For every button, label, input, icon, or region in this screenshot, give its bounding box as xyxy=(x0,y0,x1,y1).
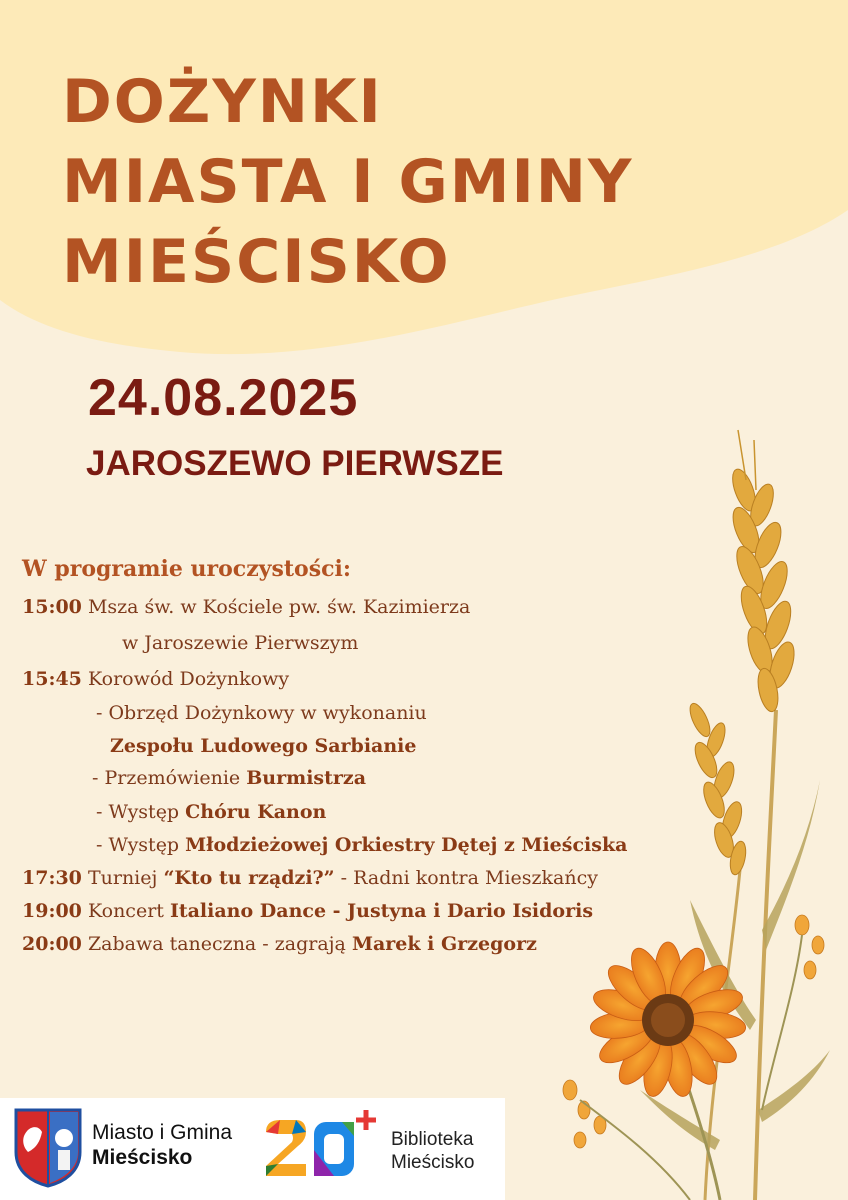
title-line-2: MIASTA I GMINY xyxy=(62,147,634,217)
program-row xyxy=(110,735,416,757)
program-text: Msza św. w Kościele pw. św. Kazimierza xyxy=(81,596,471,618)
program-performer: Zespołu Ludowego Sarbianie xyxy=(110,735,417,757)
program-text: - Przemówienie xyxy=(92,767,247,789)
program-text: - Występ xyxy=(96,834,186,856)
event-place: JAROSZEWO PIERWSZE xyxy=(86,444,504,483)
program-performer: “Kto tu rządzi?” xyxy=(163,867,335,889)
program-row xyxy=(22,668,289,690)
program-row xyxy=(92,767,366,789)
city-logo-line-2: Mieścisko xyxy=(92,1146,193,1169)
program-text: w Jaroszewie Pierwszym xyxy=(122,632,359,654)
city-logo-line-1: Miasto i Gmina xyxy=(92,1121,233,1144)
program-performer: Italiano Dance - Justyna i Dario Isidoris xyxy=(169,900,594,922)
program-performer: Marek i Grzegorz xyxy=(351,933,537,955)
program-performer: Chóru Kanon xyxy=(185,801,327,823)
program-performer: Młodzieżowej Orkiestry Dętej z Mieściska xyxy=(185,834,628,856)
wheat-ear-icon xyxy=(686,701,748,876)
event-date: 24.08.2025 xyxy=(88,369,359,427)
program-row xyxy=(96,801,326,823)
program-time: 17:30 xyxy=(22,867,82,889)
program-text: Zabawa taneczna - zagrają xyxy=(81,933,352,955)
sponsor-logo-bar xyxy=(0,1098,505,1200)
program-row xyxy=(96,702,427,724)
library-logo-line-2: Mieścisko xyxy=(391,1152,475,1173)
wheat-stem xyxy=(755,710,776,1200)
library-logo-text xyxy=(391,1128,474,1174)
title-line-3: MIEŚCISKO xyxy=(62,227,451,297)
program-text: Koncert xyxy=(81,900,170,922)
program-row xyxy=(22,596,470,618)
city-coat-of-arms-icon xyxy=(14,1108,82,1188)
title-line-1: DOŻYNKI xyxy=(62,67,383,137)
program-text: Korowód Dożynkowy xyxy=(81,668,290,690)
event-title xyxy=(62,62,633,302)
program-row xyxy=(22,933,537,955)
program-time: 19:00 xyxy=(22,900,82,922)
program-time: 15:00 xyxy=(22,596,82,618)
program-heading: W programie uroczystości: xyxy=(22,556,351,582)
program-time: 20:00 xyxy=(22,933,82,955)
wheat-sunflower-illustration xyxy=(540,410,848,1200)
program-text: - Radni kontra Mieszkańcy xyxy=(334,867,598,889)
program-row xyxy=(22,900,593,922)
program-text: - Występ xyxy=(96,801,186,823)
program-text: Turniej xyxy=(81,867,164,889)
city-logo-text xyxy=(92,1120,232,1170)
program-row xyxy=(122,632,358,654)
program-performer: Burmistrza xyxy=(246,767,367,789)
program-text: - Obrzęd Dożynkowy w wykonaniu xyxy=(96,702,427,724)
wheat-ear-icon xyxy=(728,466,799,713)
program-time: 15:45 xyxy=(22,668,82,690)
library-20-anniversary-logo xyxy=(262,1110,384,1190)
program-row xyxy=(22,867,598,889)
library-logo-line-1: Biblioteka xyxy=(391,1129,474,1150)
